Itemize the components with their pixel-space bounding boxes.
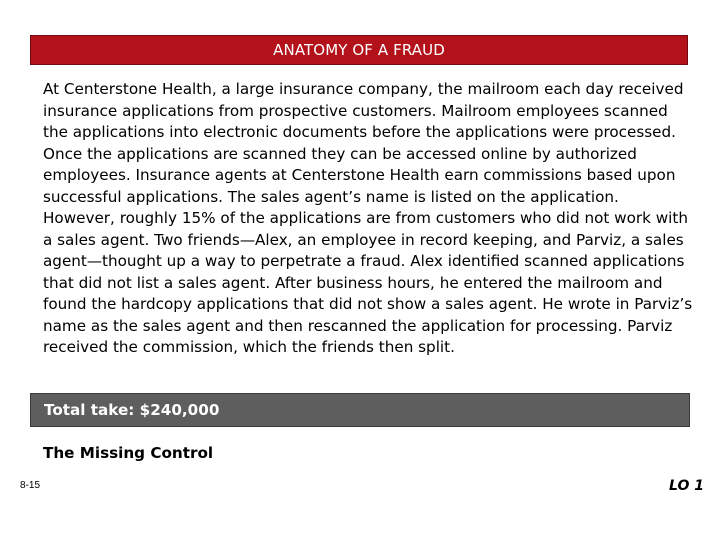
total-take-text: Total take: $240,000 — [44, 401, 220, 419]
fraud-narrative: At Centerstone Health, a large insurance company, the mailroom each day received insurance applications from prospective customers. Mailroom employees scanned the applications into electronic documents before the applications were processed. Once the applications are scanned they can be accessed online by authorized employees. Insurance agents at Centerstone Health earn commissions based upon successful applications. The sales agent’s name is listed on the application. However, roughly 15% of the applications are from customers who did not work with a sales agent. Two friends—Alex, an employee in record keeping, and Parviz, a sales agent—thought up a way to perpetrate a fraud. Alex identified scanned applications that did not list a sales agent. After business hours, he entered the mailroom and found the hardcopy applications that did not show a sales agent. He wrote in Parviz’s name as the sales agent and then rescanned the application for processing. Parviz received the commission, which the friends then split. — [43, 80, 693, 356]
slide-title: ANATOMY OF A FRAUD — [273, 41, 445, 59]
title-bar — [30, 35, 688, 65]
learning-objective-label: LO 1 — [669, 478, 704, 494]
missing-control-heading: The Missing Control — [43, 444, 214, 462]
slide-number: 8-15 — [20, 480, 41, 491]
